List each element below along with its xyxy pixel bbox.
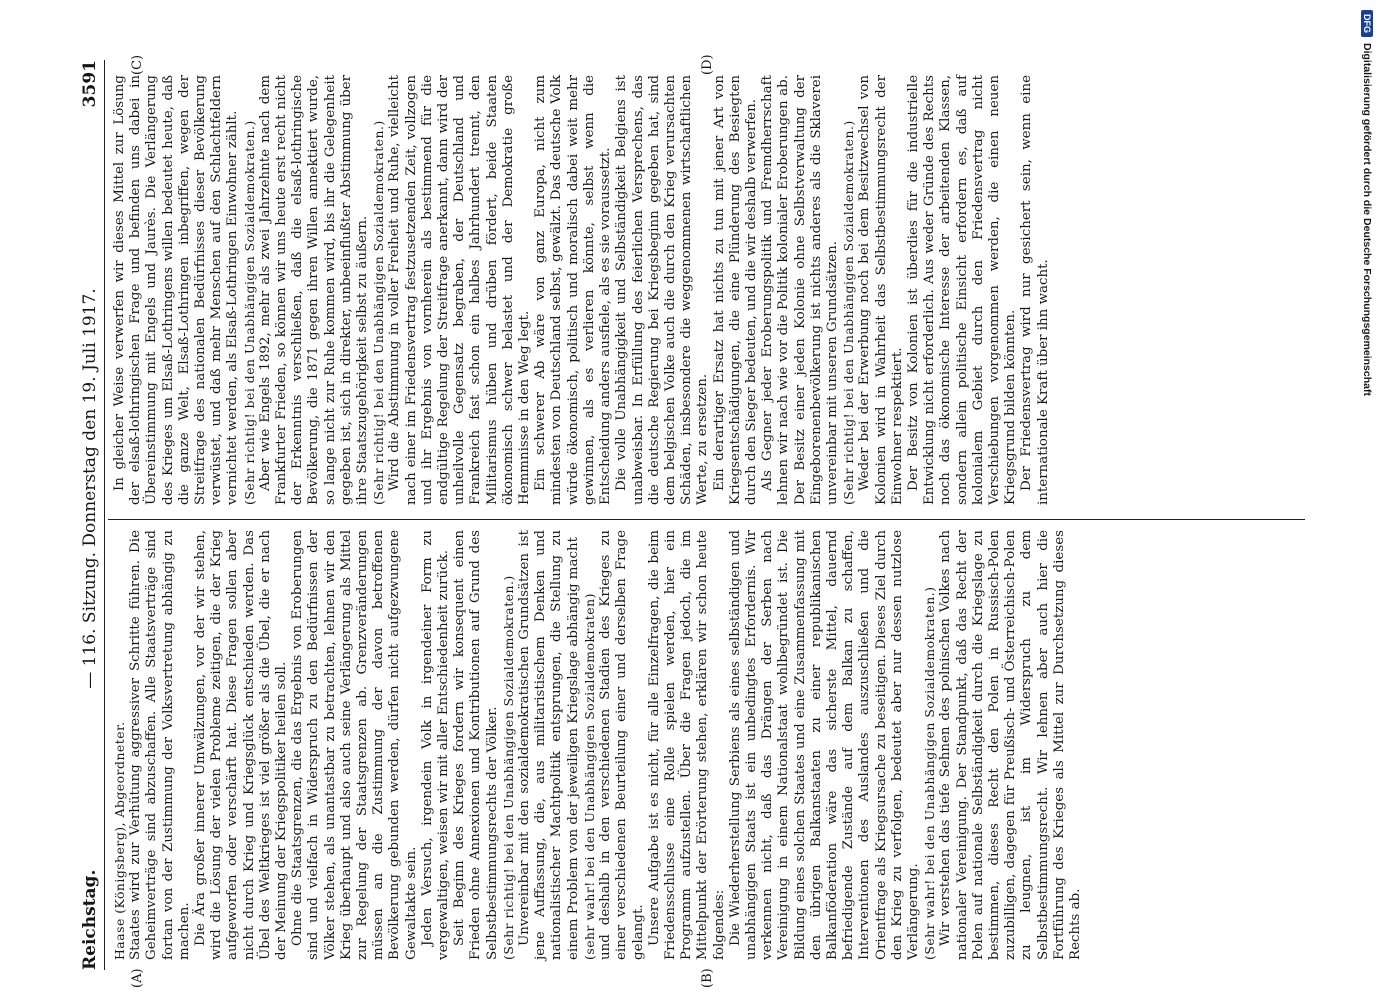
credit-text: Digitalisierung gefördert durch die Deutsche Forschungsgemeinschaft bbox=[1361, 43, 1373, 396]
interjection: (Sehr richtig! bei den Unabhängigen Sozialdemokraten.) bbox=[241, 120, 257, 505]
paragraph: Ein schwerer Ab wäre von ganz Europa, nicht zum mindesten von Deutschland selbst, gewälzt. Das deutsche Volk würde ökonomisch, politisch und moralisch dabei weit mehr gewinnen, als es verlieren könnte, selbst wenn die Entscheidung anders ausfiele, als es sie voraussetzt. bbox=[533, 75, 614, 505]
page-number: 3591 bbox=[80, 60, 100, 108]
paragraph: In gleicher Weise verwerfen wir dieses Mittel zur Lösung der elsaß-lothringischen Frage und befinden uns dabei in Übereinstimmung mit Engels und Jaurès. Die Verlängerung des Krieges um Elsaß-Lothringens willen bedeutet heute, daß die ganze Welt, Elsaß-Lothringen inbegriffen, wegen der Streitfrage des nationalen Bedürfnisses dieser Bevölkerung verwüstet, und daß mehr Menschen auf den Schlachtfeldern vernichtet werden, als Elsaß-Lothringen Einwohner zählt. bbox=[112, 75, 241, 505]
paragraph: Die Ära großer innerer Umwälzungen, vor der wir stehen, wird die Lösung der vielen Probleme zeitigen, die der Krieg aufgeworfen oder verschärft hat. Diese Fragen sollen aber nicht durch Krieg und Kriegsglück entschieden werden. Das Übel des Weltkrieges ist viel größer als die Übel, die er nach der Meinung der Kriegspolitiker heilen soll. bbox=[193, 530, 290, 960]
digitization-credit bbox=[1357, 10, 1377, 990]
paragraph: Wird die Abstimmung in voller Freiheit und Ruhe, vielleicht nach einer im Friedensvertrag festzusetzenden Zeit, vollzogen und ihr Ergebnis von vornherein als bestimmend für die endgültige Regelung der Streitfrage anerkannt, dann wird der unheilvolle Gegensatz begraben, der Deutschland und Frankreich fast schon ein halbes Jahrhundert trennt, den Militarismus hüben und drüben fördert, beide Staaten ökonomisch schwer belastet und der Demokratie große Hemmnisse in den Weg legt. bbox=[387, 75, 533, 505]
paragraph: Unvereinbar mit den sozialdemokratischen Grundsätzen ist jene Auffassung, die, aus militaristischem Denken und nationalistischer Machtpolitik entsprungen, die Stellung zu einem Problem von der jeweiligen Kriegslage abhängig macht bbox=[517, 530, 581, 960]
rotated-page bbox=[60, 40, 1320, 990]
margin-letter-d: (D) bbox=[700, 54, 715, 75]
page-header bbox=[60, 60, 100, 970]
margin-letter-c: (C) bbox=[130, 54, 145, 75]
dfg-logo: DFG bbox=[1361, 10, 1373, 37]
paragraph: Weder bei der Erwerbung noch bei dem Besitzwechsel von Kolonien wird in Wahrheit das Selbstbestimmungsrecht der Einwohner respektiert. bbox=[857, 75, 905, 505]
paragraph: Die volle Unabhängigkeit und Selbständigkeit Belgiens ist unabweisbar. In Erfüllung des feierlichen Versprechens, das die deutsche Regierung bei Kriegsbeginn gegeben hat, sind dem belgischen Volke auch die durch den Krieg verursachten Schäden, insbesondere die weggenommenen wirtschaftlichen Werte, zu ersetzen. bbox=[614, 75, 711, 505]
interjection: (Sehr wahr! bei den Unabhängigen Sozialdemokraten.) bbox=[922, 586, 938, 960]
paragraph: Aber wie Engels 1892, mehr als zwei Jahrzehnte nach dem Frankfurter Frieden, so können wir uns heute erst recht nicht der Erkenntnis verschließen, daß die elsaß-lothringische Bevölkerung, die 1871 gegen ihren Willen annektiert wurde, so lange nicht zur Ruhe kommen wird, bis ihr die Gelegenheit gegeben ist, sich in direkter, unbeeinflußter Abstimmung über ihre Staatszugehörigkeit selbst zu äußern. bbox=[257, 75, 371, 505]
left-column bbox=[112, 530, 1084, 960]
header-rule bbox=[104, 60, 105, 970]
paragraph: Die Wiederherstellung Serbiens als eines selbständigen und unabhängigen Staats ist ein unbedingtes Erfordernis. Wir verkennen nicht, daß das Drängen der Serben nach Vereinigung in einem Nationalstaat wohlbegründet ist. Die Bildung eines solchen Staates und eine Zusammenfassung mit den übrigen Balkanstaaten zu einer republikanischen Balkanföderation wäre das sicherste Mittel, dauernd befriedigende Zustände auf dem Balkan zu schaffen, Interventionen des Auslandes auszuschließen und die Orientfrage als Kriegsursache zu beseitigen. Dieses Ziel durch den Krieg zu verfolgen, bedeutet aber nur dessen nutzlose Verlängerung. bbox=[727, 530, 921, 960]
paragraph: Unsere Aufgabe ist es nicht, für alle Einzelfragen, die beim Friedensschlusse eine Rolle spielen werden, hier ein Programm aufzustellen. Über die Fragen jedoch, die im Mittelpunkt der Erörterung stehen, erklären wir schon heute folgendes: bbox=[646, 530, 727, 960]
paragraph: Ohne die Staatsgrenzen, die das Ergebnis von Eroberungen sind und vielfach in Widerspruch zu den Bedürfnissen der Völker stehen, als unantastbar zu betrachten, lehnen wir den Krieg überhaupt und also auch seine Verlängerung als Mittel zur Regelung der Staatsgrenzen ab. Grenzveränderungen müssen an die Zustimmung der davon betroffenen Bevölkerung gebunden werden, dürfen nicht aufgezwungene Gewaltakte sein. bbox=[290, 530, 419, 960]
right-column bbox=[112, 75, 1052, 505]
column-divider bbox=[108, 519, 1305, 520]
paragraph: und deshalb in den verschiedenen Stadien des Krieges zu einer verschiedenen Beurteilung einer und derselben Frage gelangt. bbox=[598, 530, 646, 960]
interjection: (Sehr richtig! bei den Unabhängigen Sozialdemokraten.) bbox=[841, 120, 857, 505]
header-center: — 116. Sitzung. Donnerstag den 19. Juli 1917. bbox=[80, 288, 100, 689]
interjection: (sehr wahr! bei den Unabhängigen Sozialdemokraten) bbox=[581, 593, 597, 960]
paragraph: Jeden Versuch, irgendein Volk in irgendeiner Form zu vergewaltigen, weisen wir mit aller Entschiedenheit zurück. bbox=[419, 530, 452, 960]
paragraph: Als Gegner jeder Eroberungspolitik und Fremdherrschaft lehnen wir nach wie vor die Politik kolonialer Eroberungen ab. Der Besitz einer jeden Kolonie ohne Selbstverwaltung der Eingeborenenbevölkerung ist nichts anderes als die Sklaverei unvereinbar mit unseren Grundsätzen. bbox=[760, 75, 840, 505]
paragraph: Der Friedensvertrag wird nur gesichert sein, wenn eine internationale Kraft über ihn wacht. bbox=[1019, 75, 1051, 505]
paragraph: Wir verstehen das tiefe Sehnen des polnischen Volkes nach nationaler Vereinigung. Der Standpunkt, daß das Recht der Polen auf nationale Selbständigkeit durch die Kriegslage zu bestimmen, dieses Recht den Polen in Russisch-Polen zuzubilligen, dagegen für Preußisch- und Österreichisch-Polen zu leugnen, ist im Widerspruch zu dem Selbstbestimmungsrecht. Wir lehnen aber auch hier die Fortführung des Krieges als Mittel zur Durchsetzung dieses Rechts ab. bbox=[938, 530, 1083, 960]
interjection: (Sehr richtig! bei den Unabhängigen Sozialdemokraten.) bbox=[371, 120, 387, 505]
paragraph: Ein derartiger Ersatz hat nichts zu tun mit jener Art von Kriegsentschädigungen, die eine Plünderung des Besiegten durch den Sieger bedeuten, und die wir deshalb verwerfen. bbox=[711, 75, 759, 505]
paragraph: Staates wird zur Verhütung aggressiver Schritte führen. Die Geheimverträge sind abzuschaffen. Alle Staatsverträge sind fortan von der Zustimmung der Volksvertretung abhängig zu machen. bbox=[128, 530, 192, 960]
paragraph: Der Besitz von Kolonien ist überdies für die industrielle Entwicklung nicht erforderlich. Aus weder Gründe des Rechts noch das ökonomische Interesse der arbeitenden Klassen, sondern allein politische Einsicht erfordern es, daß auf kolonialem Gebiet durch den Friedensvertrag nicht Verschiebungen vorgenommen werden, die einen neuen Kriegsgrund bilden könnten. bbox=[905, 75, 1019, 505]
header-left: Reichstag. bbox=[80, 869, 100, 970]
interjection: (Sehr richtig! bei den Unabhängigen Sozialdemokraten.) bbox=[500, 575, 516, 960]
paragraph: Seit Beginn des Krieges fordern wir konsequent einen Frieden ohne Annexionen und Kontributionen auf Grund des Selbstbestimmungsrechts der Völker. bbox=[452, 530, 500, 960]
speaker-line: Haase (Königsberg), Abgeordneter. bbox=[112, 721, 127, 960]
margin-letter-b: (B) bbox=[700, 968, 715, 988]
margin-letter-a: (A) bbox=[130, 968, 145, 988]
